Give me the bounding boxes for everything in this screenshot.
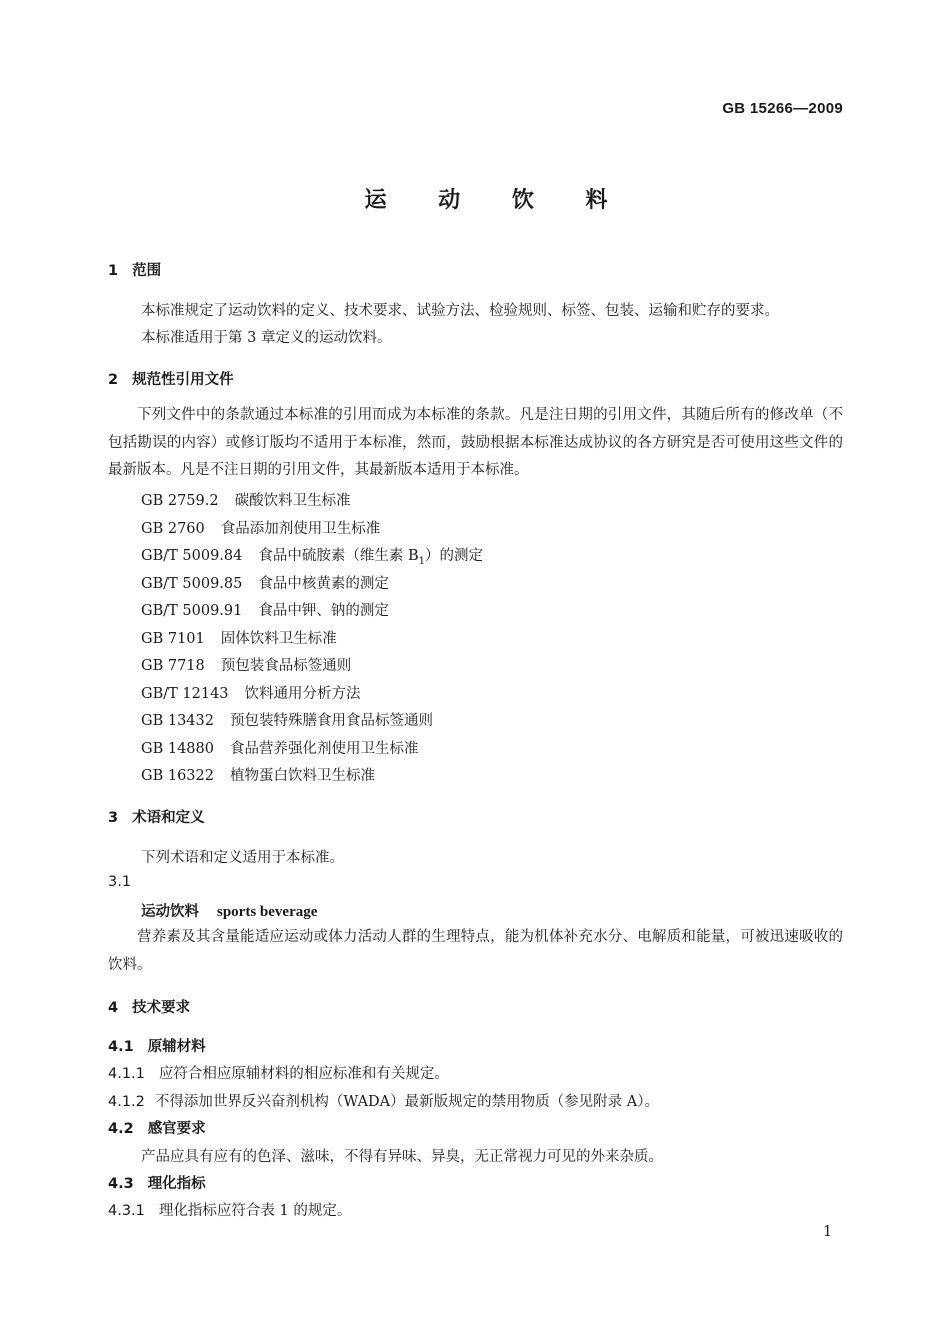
clause-number: 4.3 [108, 1176, 134, 1192]
clause-title: 理化指标 [147, 1176, 206, 1192]
reference-item [141, 599, 389, 620]
section-title: 术语和定义 [132, 810, 205, 826]
reference-title: 预包装食品标签通则 [220, 658, 352, 674]
reference-item [141, 709, 433, 730]
reference-code: GB 7101 [141, 630, 205, 647]
clause-4-2-heading [108, 1117, 206, 1138]
clause-4-1-2 [108, 1090, 659, 1111]
reference-title: 预包装特殊膳食用食品标签通则 [229, 713, 433, 729]
section-1-heading [108, 259, 161, 280]
reference-code: GB 16322 [141, 768, 214, 784]
reference-title-tail: ）的测定 [425, 548, 484, 564]
term-definition: 营养素及其含量能适应运动或体力活动人群的生理特点，能为机体补充水分、电解质和能量，可被迅速吸收的饮料。 [108, 929, 843, 973]
reference-item [141, 654, 351, 675]
clause-number: 4.1 [108, 1039, 134, 1055]
reference-code: GB/T 5009.84 [141, 548, 243, 564]
reference-code: GB/T 5009.91 [141, 603, 243, 619]
section-3-heading [108, 806, 205, 827]
page-number: 1 [823, 1224, 833, 1240]
section-title: 范围 [132, 263, 162, 279]
clause-4-1-1 [108, 1062, 449, 1083]
reference-item [141, 737, 418, 758]
reference-title: 碳酸饮料卫生标准 [234, 493, 351, 509]
clause-number: 4.3.1 [108, 1203, 145, 1219]
reference-item [141, 489, 351, 510]
reference-code: GB 2759.2 [141, 493, 219, 509]
term-english: sports beverage [217, 904, 318, 920]
term-chinese: 运动饮料 [141, 904, 199, 920]
clause-number: 4.1.1 [108, 1066, 145, 1082]
reference-title: 食品中核黄素的测定 [258, 575, 389, 592]
reference-title: 食品营养强化剂使用卫生标准 [229, 740, 419, 757]
subscript: 1 [418, 555, 426, 567]
reference-title: 植物蛋白饮料卫生标准 [229, 768, 375, 784]
reference-title: 固体饮料卫生标准 [220, 630, 337, 647]
reference-title: 饮料通用分析方法 [244, 685, 361, 702]
section-number: 3 [108, 810, 119, 826]
reference-code: GB 7718 [141, 658, 205, 674]
reference-item [141, 764, 375, 785]
clause-text: 应符合相应原辅材料的相应标准和有关规定。 [158, 1066, 449, 1082]
section-3-paragraph: 下列术语和定义适用于本标准。 [141, 850, 344, 866]
reference-title: 食品中硫胺素（维生素 B [258, 548, 419, 564]
clause-text: 不得添加世界反兴奋剂机构（WADA）最新版规定的禁用物质（参见附录 A）。 [154, 1094, 659, 1110]
reference-item [141, 572, 389, 593]
reference-item [141, 682, 361, 703]
reference-title: 食品添加剂使用卫生标准 [220, 520, 381, 537]
term-entry [141, 900, 317, 921]
section-4-heading [108, 996, 190, 1017]
section-number: 1 [108, 263, 119, 279]
reference-code: GB 14880 [141, 740, 214, 757]
reference-title: 食品中钾、钠的测定 [258, 603, 389, 619]
clause-number: 4.2 [108, 1121, 134, 1137]
clause-4-3-1 [108, 1199, 351, 1220]
document-title: 运 动 饮 料 [364, 188, 630, 213]
section-2-paragraph: 下列文件中的条款通过本标准的引用而成为本标准的条款。凡是注日期的引用文件，其随后所有的修改单（不包括勘误的内容）或修订版均不适用于本标准，然而，鼓励根据本标准达成协议的各方研究是否可使用这些文件的最新版本。凡是不注日期的引用文件，其最新版本适用于本标准。 [108, 407, 843, 478]
section-title: 规范性引用文件 [132, 372, 234, 388]
section-1-paragraph-2: 本标准适用于第 3 章定义的运动饮料。 [141, 330, 392, 346]
reference-code: GB 2760 [141, 520, 205, 537]
section-2-heading [108, 368, 234, 389]
clause-title: 原辅材料 [147, 1039, 206, 1055]
clause-4-2-text: 产品应具有应有的色泽、滋味，不得有异味、异臭，无正常视力可见的外来杂质。 [141, 1149, 663, 1165]
section-title: 技术要求 [132, 1000, 191, 1016]
clause-4-1-heading [108, 1035, 206, 1056]
section-1-paragraph-1: 本标准规定了运动饮料的定义、技术要求、试验方法、检验规则、标签、包装、运输和贮存的要求。 [141, 303, 779, 319]
clause-number: 3.1 [108, 874, 132, 890]
clause-4-3-heading [108, 1172, 206, 1193]
clause-text: 理化指标应符合表 1 的规定。 [158, 1203, 352, 1219]
reference-item [141, 544, 483, 567]
reference-code: GB 13432 [141, 713, 214, 729]
reference-item [141, 517, 380, 538]
reference-code: GB/T 12143 [141, 685, 229, 702]
standard-number: GB 15266—2009 [722, 100, 843, 117]
clause-number: 4.1.2 [108, 1094, 145, 1110]
reference-item [141, 627, 337, 648]
reference-code: GB/T 5009.85 [141, 575, 243, 592]
section-number: 2 [108, 372, 119, 388]
section-number: 4 [108, 1000, 119, 1016]
clause-title: 感官要求 [147, 1121, 206, 1137]
